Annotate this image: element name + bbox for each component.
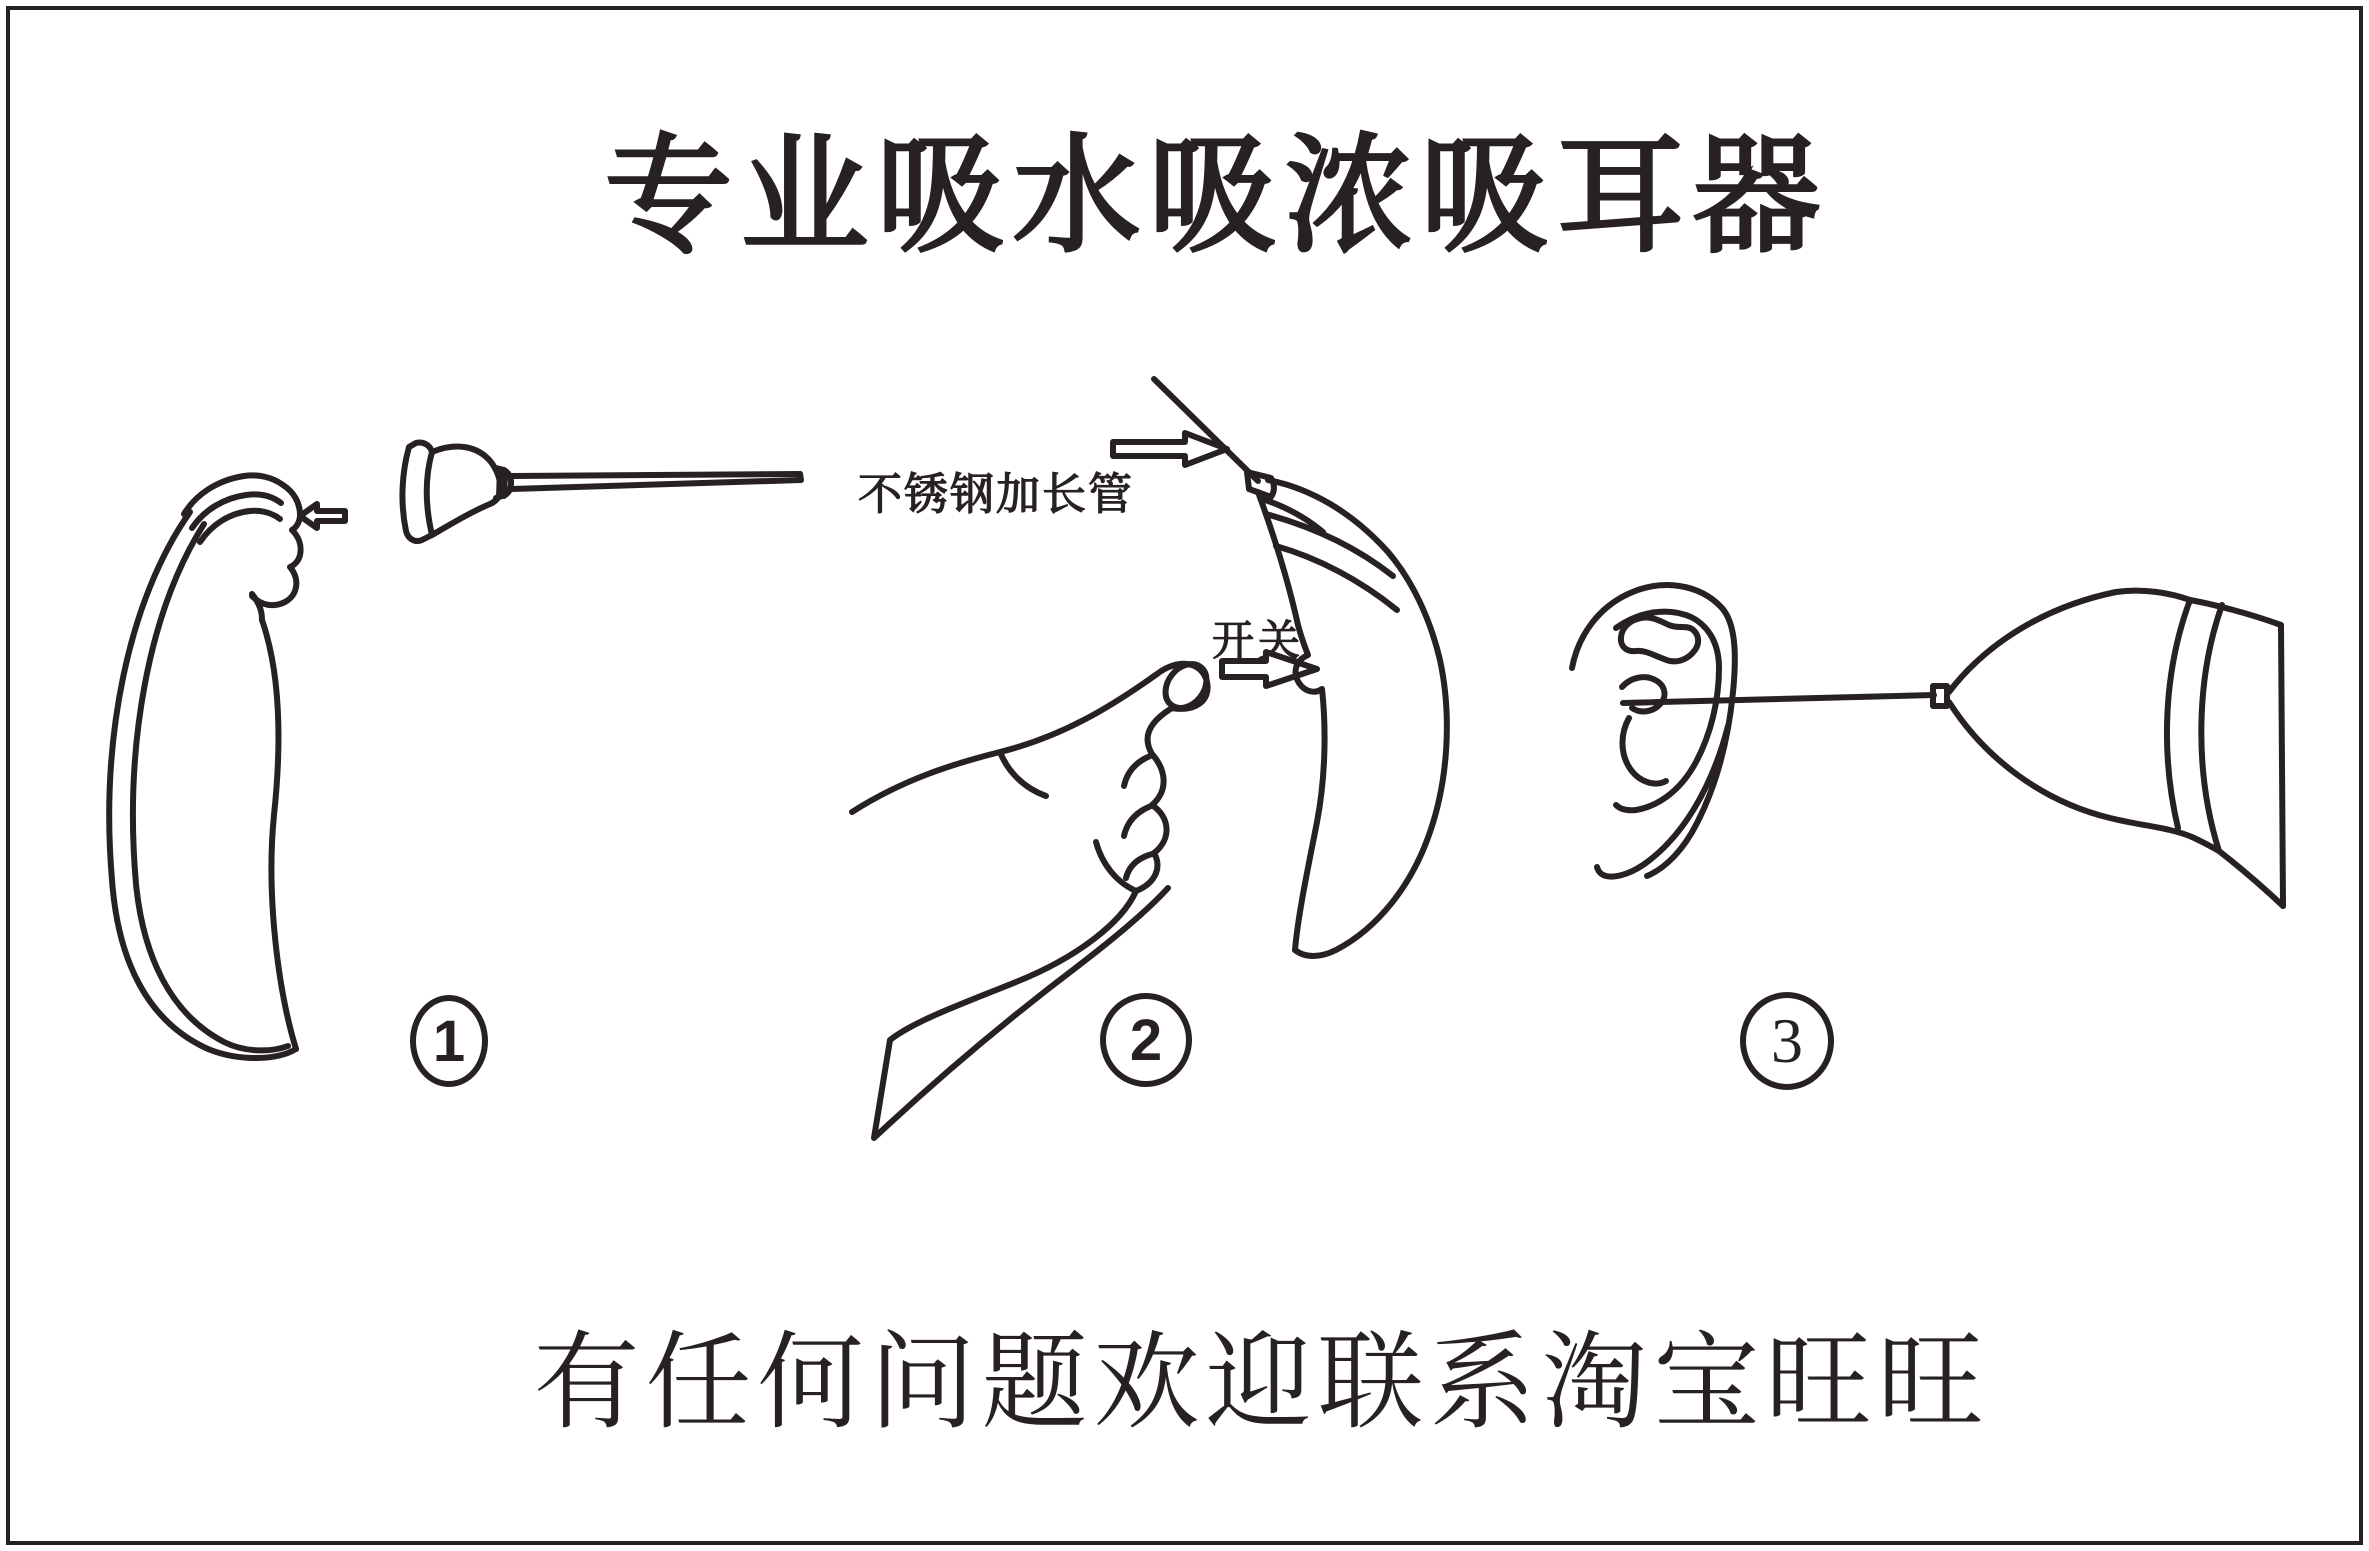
ear-tube-line — [1623, 695, 1934, 703]
finger-crease1 — [1124, 756, 1150, 786]
ear-antihelix — [1621, 618, 1698, 662]
finger-crease2 — [1124, 806, 1151, 836]
tip-tube-end — [800, 474, 801, 480]
step3-illustration — [1572, 585, 2283, 906]
tip-disc — [402, 442, 432, 541]
device3-bottom-edge — [1949, 702, 2283, 906]
tip-nipple-ring1 — [499, 469, 500, 497]
nozzle-ring-line — [200, 511, 280, 542]
ear-tragus — [1622, 677, 1664, 711]
tip-tube-top — [512, 474, 800, 476]
device3-top-edge — [1949, 591, 2281, 692]
step-1-badge — [410, 995, 488, 1087]
device-body-outline — [109, 512, 296, 1058]
page-title: 专业吸水吸浓吸耳器 — [604, 125, 1829, 268]
extension-tube-line — [1154, 379, 1258, 481]
device3-seam1 — [2167, 600, 2190, 828]
fingernail — [1157, 656, 1215, 716]
tip-nipple-ring2 — [504, 471, 505, 496]
tip-dome — [432, 447, 501, 535]
tip-tube-bottom — [512, 480, 801, 489]
arrow-left-icon — [300, 504, 345, 528]
step-2-badge — [1100, 993, 1192, 1087]
switch-label: 开关 — [1212, 617, 1305, 664]
finger-crease3 — [1126, 854, 1152, 878]
device-body-right-edge — [262, 620, 296, 1049]
footer-note: 有任何问题欢迎联系淘宝旺旺 — [533, 1325, 1990, 1442]
extension-tube-label: 不锈钢加长管 — [858, 470, 1134, 519]
step-1-number: 1 — [432, 1008, 466, 1074]
thumb-web-line — [1000, 752, 1046, 796]
step-2-number: 2 — [1129, 1007, 1163, 1073]
device3-seam2 — [2201, 605, 2222, 851]
step-3-badge — [1740, 992, 1834, 1090]
step1-illustration — [109, 442, 801, 1058]
ear-concha — [1622, 718, 1666, 784]
tube-connector — [1933, 686, 1947, 706]
step-3-number: 3 — [1771, 1005, 1803, 1076]
device3-back-edge — [2281, 625, 2283, 906]
